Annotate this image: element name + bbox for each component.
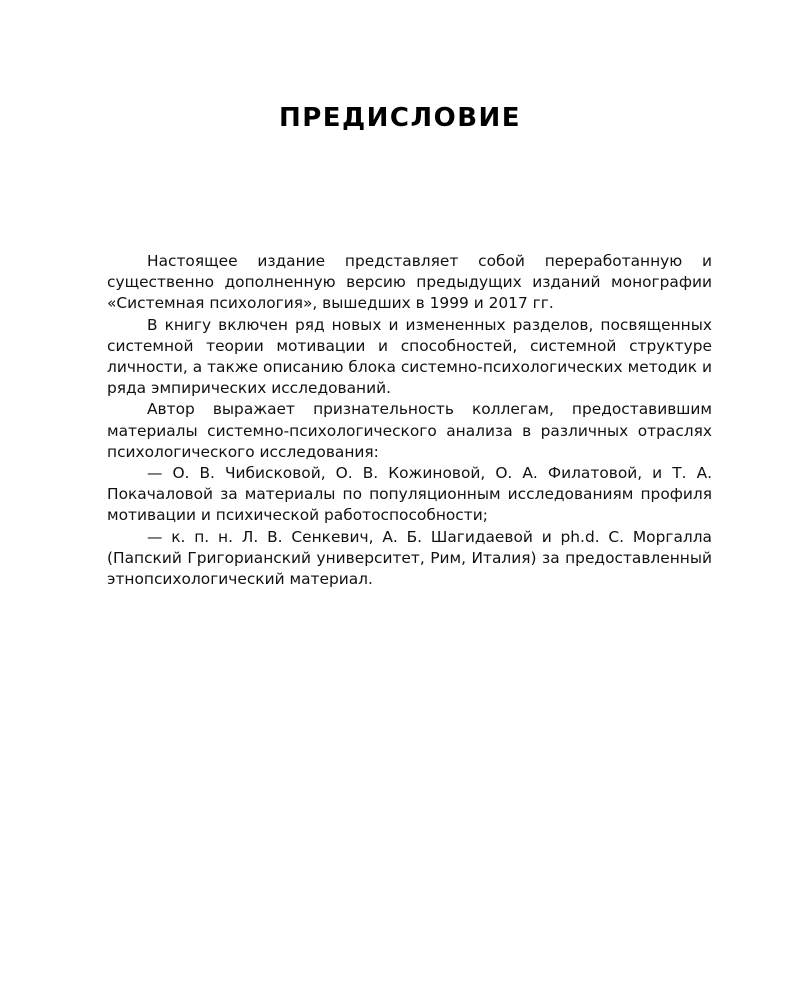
paragraph-acknowledgment: Автор выражает признательность коллегам, предоставившим материалы системно-психологического анализа в различных отраслях психологического исследования: (107, 400, 712, 461)
paragraph-edition-note: Настоящее издание представляет собой переработанную и существенно дополненную версию предыдущих изданий монографии «Системная психология», вышедших в 1999 и 2017 гг. (107, 252, 712, 313)
page-title: ПРЕДИСЛОВИЕ (278, 103, 522, 133)
paragraph-new-sections: В книгу включен ряд новых и измененных разделов, посвященных системной теории мотивации и способностей, системной структуре личности, а также описанию блока системно-психологических методик и ряда эмпирических исследований. (107, 315, 712, 398)
paragraph-acknowledgment-item-1: — О. В. Чибисковой, О. В. Кожиновой, О. А. Филатовой, и Т. А. Покачаловой за материалы по популяционным исследованиям профиля мотивации и психической работоспособности; (107, 464, 712, 525)
preface-body (107, 251, 712, 590)
paragraph-acknowledgment-item-2: — к. п. н. Л. В. Сенкевич, А. Б. Шагидаевой и ph.d. С. Моргалла (Папский Григорианский университет, Рим, Италия) за предоставленный этнопсихологический материал. (107, 527, 712, 589)
